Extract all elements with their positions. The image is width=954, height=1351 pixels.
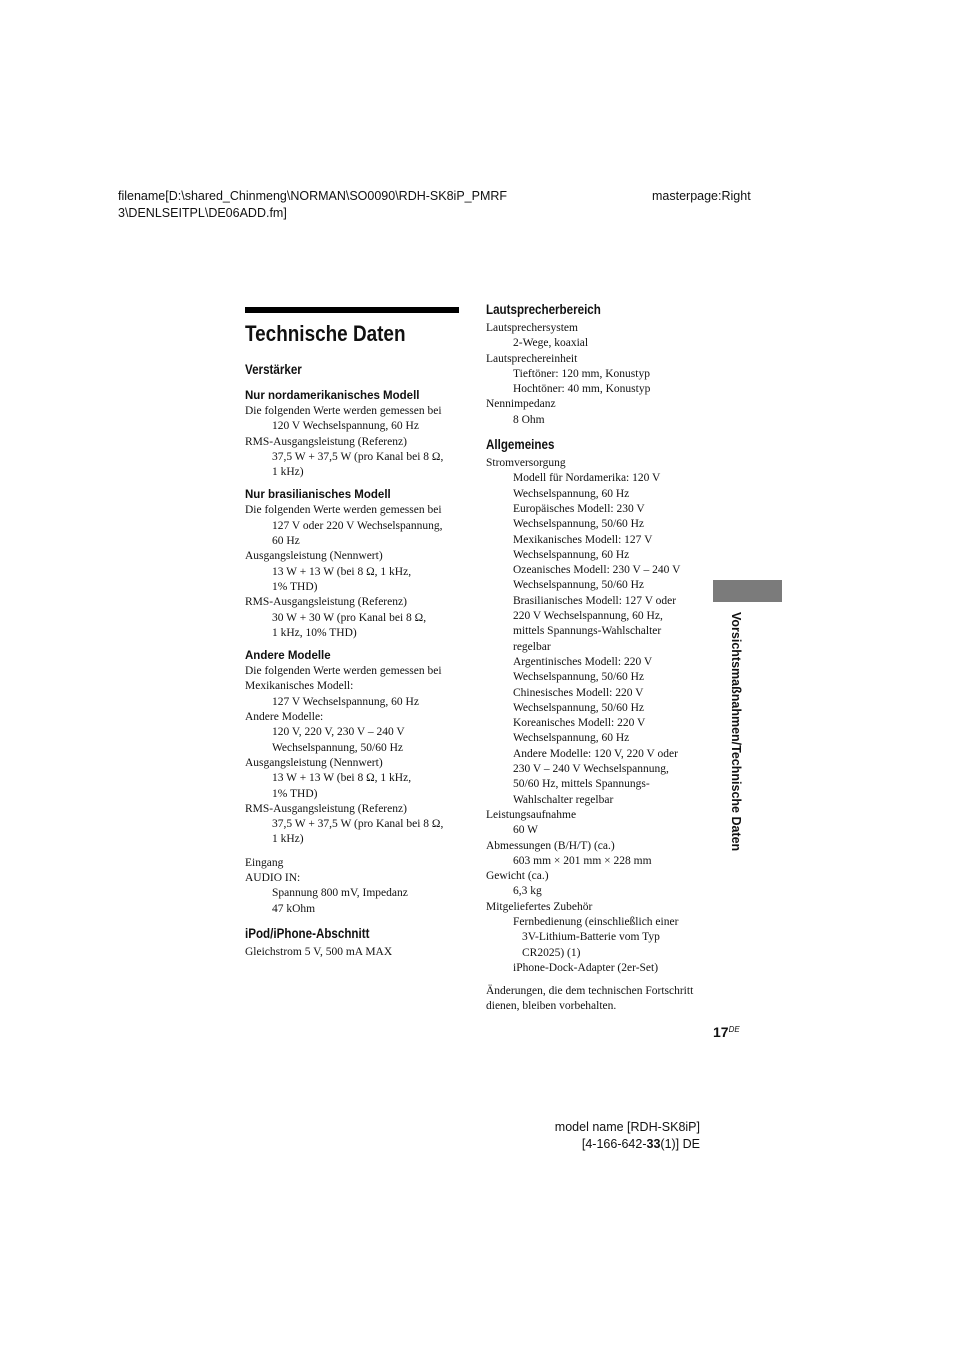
text-line: Ausgangsleistung (Nennwert)	[245, 756, 383, 769]
right-column	[486, 301, 704, 1015]
text-line: 60 W	[513, 824, 539, 837]
text-line: Mexikanisches Modell: 127 V	[513, 533, 653, 546]
text-line: Argentinisches Modell: 220 V	[513, 655, 653, 668]
footer-model	[555, 1119, 700, 1153]
text-line: Wechselspannung, 50/60 Hz	[513, 518, 644, 531]
text-line: 127 V oder 220 V Wechselspannung,	[272, 519, 443, 532]
text-line: 1 kHz)	[272, 466, 304, 479]
text-line: 603 mm × 201 mm × 228 mm	[513, 854, 652, 867]
text-line: CR2025) (1)	[522, 946, 581, 959]
text-line: Brasilianisches Modell: 127 V oder	[513, 594, 677, 607]
page-number-suffix: DE	[728, 1025, 740, 1034]
text-line: 60 Hz	[272, 535, 300, 548]
text-line: Modell für Nordamerika: 120 V	[513, 472, 661, 485]
text-line: 120 V Wechselspannung, 60 Hz	[272, 420, 419, 433]
text-line: 13 W + 13 W (bei 8 Ω, 1 kHz,	[272, 565, 412, 578]
text-line: Ozeanisches Modell: 230 V – 240 V	[513, 564, 681, 577]
footer-code-prefix: [4-166-642-	[581, 1137, 647, 1151]
text-line: Andere Modelle: 120 V, 220 V oder	[513, 747, 678, 760]
page-title: Technische Daten	[245, 321, 406, 346]
footer-code-bold: 33	[646, 1137, 661, 1151]
text-line: 37,5 W + 37,5 W (pro Kanal bei 8 Ω,	[272, 818, 444, 831]
text-line: Mitgeliefertes Zubehör	[486, 900, 593, 913]
footer-code-suffix: (1)] DE	[660, 1137, 700, 1151]
subsection-br-model: Nur brasilianisches Modell	[245, 489, 391, 502]
subsection-other-models: Andere Modelle	[245, 650, 331, 663]
text-line: Spannung 800 mV, Impedanz	[272, 887, 408, 900]
footer-model-code	[555, 1136, 700, 1153]
text-line: Chinesisches Modell: 220 V	[513, 686, 644, 699]
title-rule	[245, 307, 459, 313]
text-line: Wechselspannung, 50/60 Hz	[513, 671, 644, 684]
text-line: Mexikanisches Modell:	[245, 680, 354, 693]
text-line: 127 V Wechselspannung, 60 Hz	[272, 695, 419, 708]
text-line: 47 kOhm	[272, 902, 316, 915]
text-line: Leistungsaufnahme	[486, 808, 577, 821]
text-line: 50/60 Hz, mittels Spannungs-	[513, 778, 650, 791]
text-line: 13 W + 13 W (bei 8 Ω, 1 kHz,	[272, 772, 412, 785]
header-filename-line1: filename[D:\shared_Chinmeng\NORMAN\SO0090\RDH-SK8iP_PMRF	[118, 189, 508, 203]
text-line: 30 W + 30 W (pro Kanal bei 8 Ω,	[272, 611, 427, 624]
text-line: Die folgenden Werte werden gemessen bei	[245, 504, 442, 517]
page-number	[713, 1024, 740, 1040]
section-speaker: Lautsprecherbereich	[486, 302, 601, 317]
text-line: Lautsprechereinheit	[486, 352, 578, 365]
section-tab-marker	[713, 580, 782, 602]
text-line: 6,3 kg	[513, 885, 542, 898]
text-line: regelbar	[513, 640, 551, 653]
text-line: 230 V – 240 V Wechselspannung,	[513, 763, 669, 776]
text-line: Wechselspannung, 50/60 Hz	[272, 741, 403, 754]
header-masterpage: masterpage:Right	[652, 189, 751, 203]
text-line: Europäisches Modell: 230 V	[513, 502, 645, 515]
text-line: 120 V, 220 V, 230 V – 240 V	[272, 726, 405, 739]
text-line: Gleichstrom 5 V, 500 mA MAX	[245, 945, 393, 958]
text-line: 3V-Lithium-Batterie vom Typ	[522, 931, 660, 944]
left-column	[245, 307, 459, 960]
text-line: 1 kHz, 10% THD)	[272, 626, 357, 639]
text-line: Ausgangsleistung (Nennwert)	[245, 550, 383, 563]
text-line: Nennimpedanz	[486, 398, 556, 411]
text-line: AUDIO IN:	[245, 872, 301, 885]
note-line: Änderungen, die dem technischen Fortschritt	[486, 985, 694, 998]
section-ipod: iPod/iPhone-Abschnitt	[245, 925, 370, 941]
text-line: 220 V Wechselspannung, 60 Hz,	[513, 610, 663, 623]
text-line: 1 kHz)	[272, 833, 304, 846]
header-filename-line2: 3\DENLSEITPL\DE06ADD.fm]	[118, 206, 287, 220]
text-line: Wechselspannung, 60 Hz	[513, 487, 630, 500]
section-verstaerker: Verstärker	[245, 362, 302, 377]
text-line: 1% THD)	[272, 787, 318, 800]
text-line: Eingang	[245, 856, 284, 869]
text-line: 2-Wege, koaxial	[513, 337, 589, 350]
text-line: Lautsprechersystem	[486, 322, 578, 334]
section-general: Allgemeines	[486, 437, 555, 453]
text-line: Stromversorgung	[486, 457, 566, 470]
side-tab-label: Vorsichtsmaßnahmen/Technische Daten	[729, 612, 743, 852]
text-line: Wechselspannung, 50/60 Hz	[513, 579, 644, 592]
text-line: Fernbedienung (einschließlich einer	[513, 915, 679, 928]
text-line: RMS-Ausgangsleistung (Referenz)	[245, 802, 407, 815]
subsection-na-model: Nur nordamerikanisches Modell	[245, 390, 420, 402]
note-line: dienen, bleiben vorbehalten.	[486, 1000, 617, 1013]
text-line: iPhone-Dock-Adapter (2er-Set)	[513, 961, 659, 974]
footer-model-name: model name [RDH-SK8iP]	[554, 1120, 700, 1134]
text-line: Wechselspannung, 60 Hz	[513, 548, 630, 561]
text-line: mittels Spannungs-Wahlschalter	[513, 625, 662, 638]
text-line: RMS-Ausgangsleistung (Referenz)	[245, 596, 407, 609]
text-line: Andere Modelle:	[245, 711, 324, 724]
text-line: Wechselspannung, 50/60 Hz	[513, 701, 644, 714]
text-line: Koreanisches Modell: 220 V	[513, 717, 646, 730]
text-line: RMS-Ausgangsleistung (Referenz)	[245, 435, 407, 448]
text-line: Wahlschalter regelbar	[513, 793, 614, 806]
text-line: 37,5 W + 37,5 W (pro Kanal bei 8 Ω,	[272, 450, 444, 463]
text-line: Wechselspannung, 60 Hz	[513, 732, 630, 745]
text-line: Tieftöner: 120 mm, Konustyp	[513, 367, 650, 380]
text-line: Gewicht (ca.)	[486, 870, 549, 883]
text-line: Hochtöner: 40 mm, Konustyp	[513, 383, 651, 396]
text-line: 1% THD)	[272, 580, 318, 593]
text-line: Die folgenden Werte werden gemessen bei	[245, 665, 442, 678]
text-line: Abmessungen (B/H/T) (ca.)	[486, 839, 615, 852]
text-line: 8 Ohm	[513, 413, 545, 426]
header-filename	[118, 188, 507, 222]
page-number-value: 17	[713, 1024, 729, 1040]
text-line: Die folgenden Werte werden gemessen bei	[245, 405, 442, 417]
